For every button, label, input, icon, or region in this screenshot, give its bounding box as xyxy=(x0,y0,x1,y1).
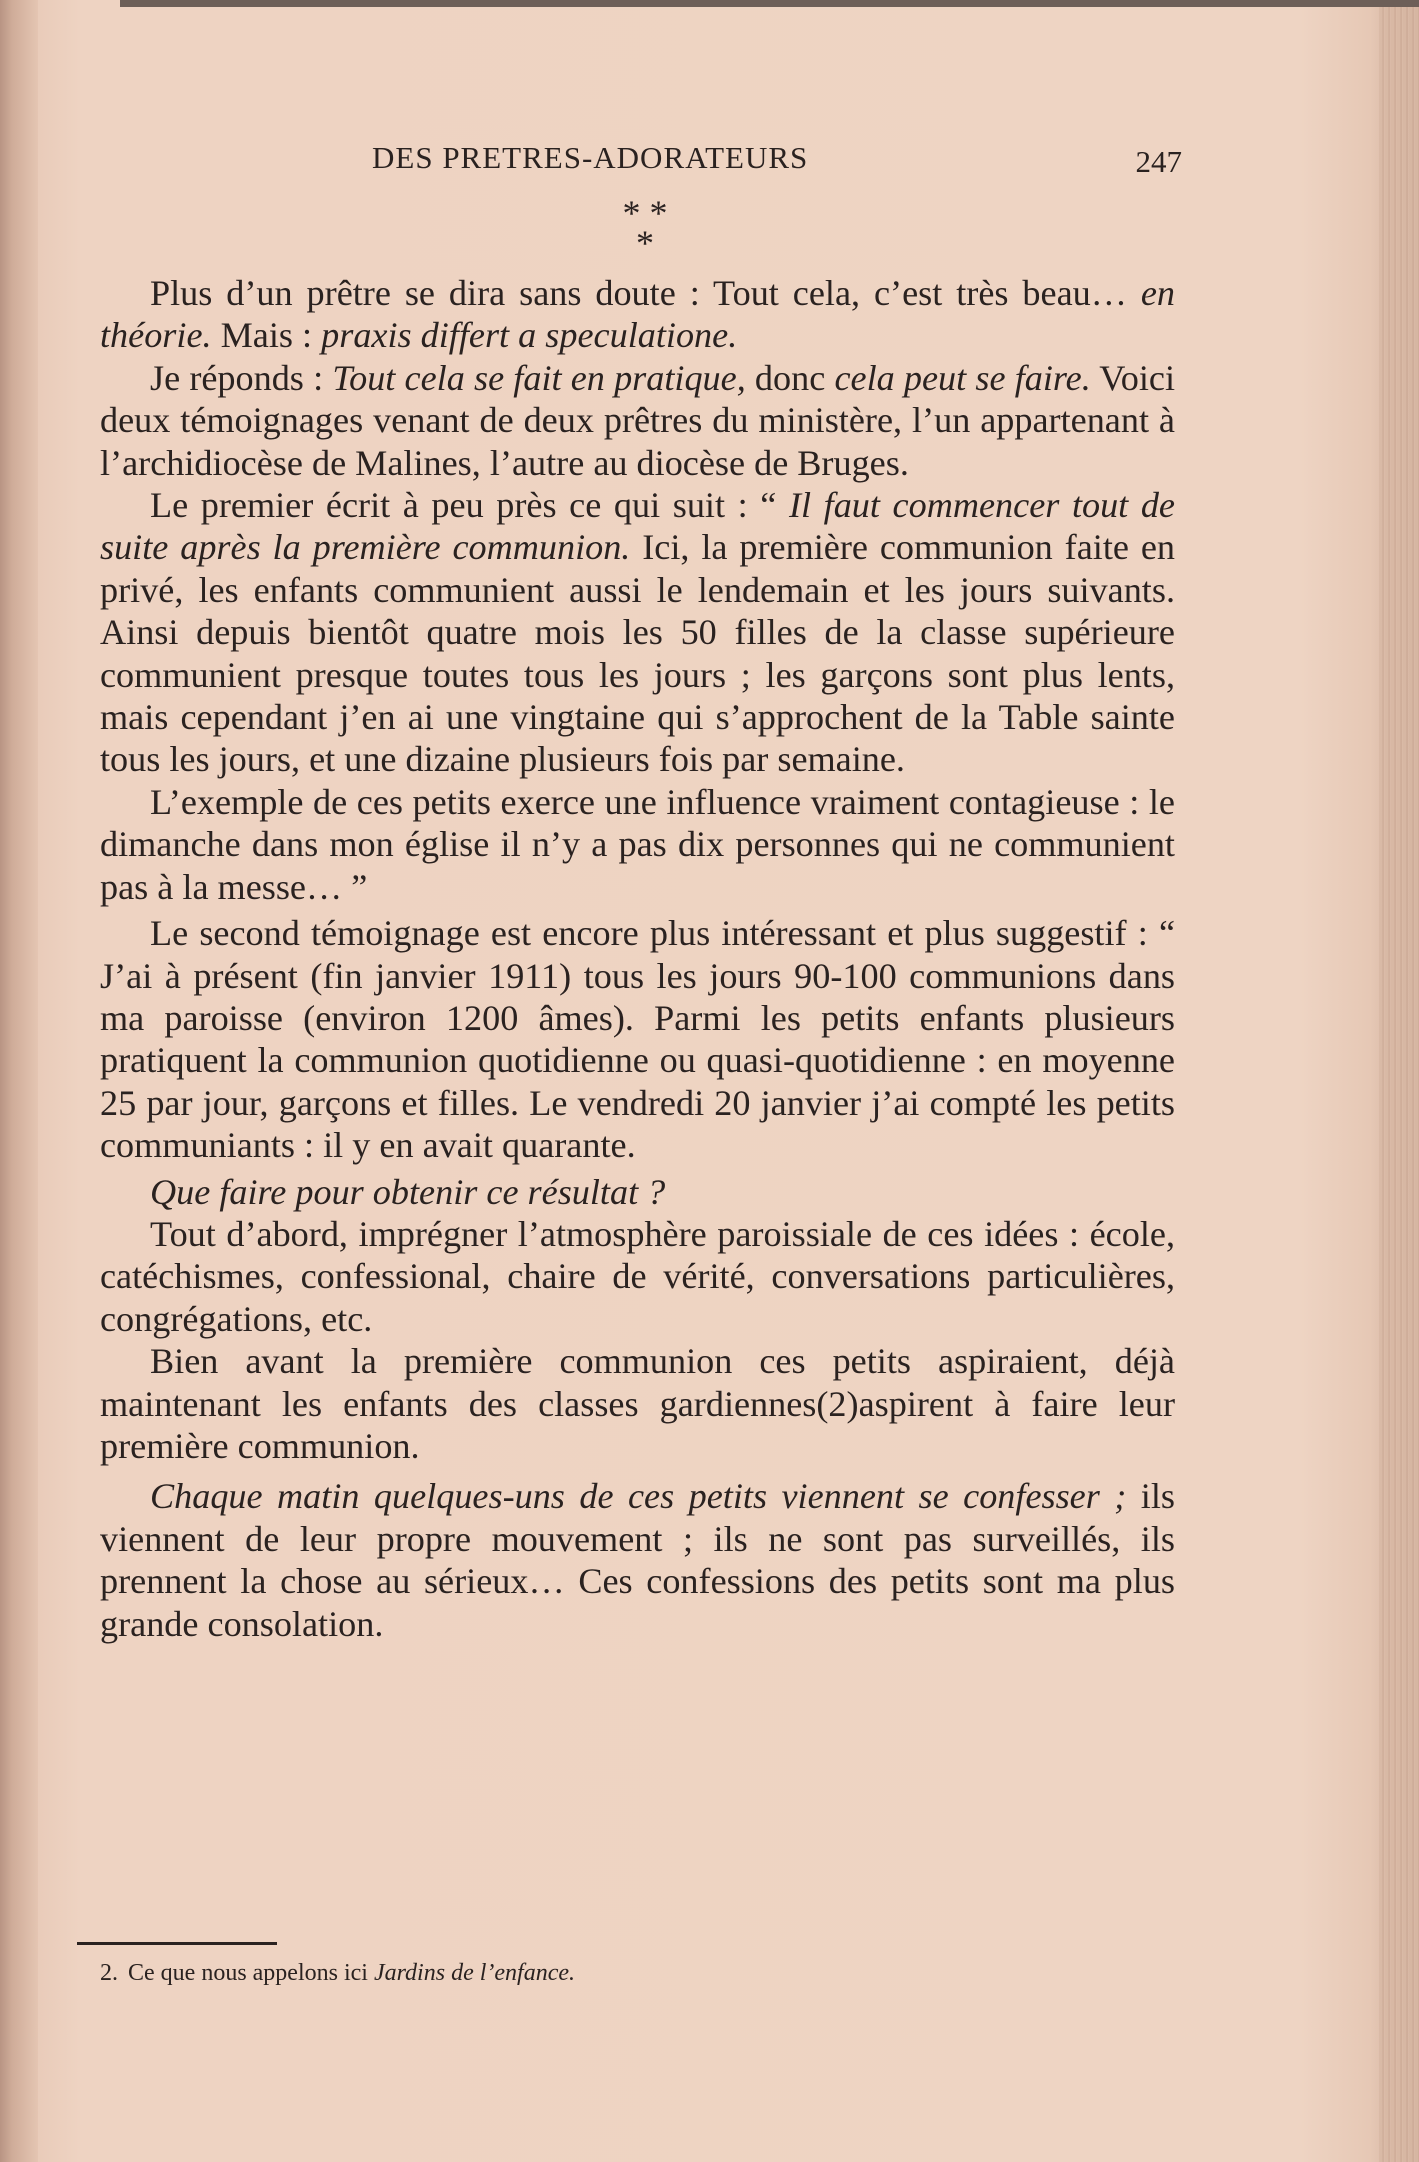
separator-glyph-top: * * xyxy=(622,193,668,233)
p3-text: Le premier écrit à peu près ce qui suit : “ xyxy=(150,485,789,526)
p9-text-rest: ils viennent de leur propre mouvement ; ils ne sont pas surveillés, ils prennent la chose au sérieux… Ces confessions des petits sont ma plus grande consolation. xyxy=(100,1476,1175,1644)
paragraph-4: L’exemple de ces petits exerce une influence vraiment contagieuse : le dimanche dans mon église il n’y a pas dix personnes qui ne communient pas à la messe… ” xyxy=(100,781,1175,907)
p2-text-donc: donc xyxy=(745,357,835,398)
paragraph-5: Le second témoignage est encore plus intéressant et plus suggestif : “ J’ai à présent (fin janvier 1911) tous les jours 90-100 communions dans ma paroisse (environ 1200 âmes). Parmi les petits enfants plusieurs pratiquent la communion quotidienne ou quasi-quotidienne : en moyenne 25 par jour, garçons et filles. Le vendredi 20 janvier j’ai compté les petits communiants : il y en avait quarante. xyxy=(100,913,1175,1166)
p9-italic: Chaque matin quelques-uns de ces petits viennent se confesser ; xyxy=(150,1476,1127,1517)
page-number: 247 xyxy=(1135,144,1182,179)
page-header xyxy=(372,140,1182,185)
page-stack-edge xyxy=(1379,0,1419,2162)
paragraph-8: Bien avant la première communion ces petits aspiraient, déjà maintenant les enfants des classes gardiennes(2)aspirent à faire leur première communion. xyxy=(100,1341,1175,1466)
top-edge-band xyxy=(120,0,1419,7)
running-head: DES PRETRES-ADORATEURS xyxy=(372,140,809,175)
paragraph-6-question: Que faire pour obtenir ce résultat ? xyxy=(150,1171,666,1212)
p1-italic-theory: en théorie. xyxy=(100,273,1175,356)
p1-latin-quote: praxis differt a speculatione. xyxy=(321,315,738,356)
paragraph-1 xyxy=(100,272,1175,357)
footnote-number: 2. xyxy=(100,1960,118,1986)
paragraph-3 xyxy=(100,484,1175,781)
p1-text: Plus d’un prêtre se dira sans doute : Tout cela, c’est très beau… xyxy=(150,273,1141,313)
body-text xyxy=(100,272,1175,1645)
footnote-italic: Jardins de l’enfance. xyxy=(373,1960,575,1986)
p2-text-rest: Voici deux témoignages venant de deux prêtres du ministère, l’un appartenant à l’archidiocèse de Malines, l’autre au diocèse de Bruges. xyxy=(100,357,1176,483)
p2-text: Je réponds : xyxy=(150,357,333,398)
paragraph-2 xyxy=(100,357,1175,484)
separator-glyph-bottom: * xyxy=(636,223,654,263)
footnote-rule xyxy=(77,1942,277,1945)
p2-italic-b: cela peut se faire. xyxy=(834,357,1091,398)
p3-italic: Il faut commencer tout de suite après la première communion. xyxy=(100,485,1175,568)
page-binding-edge xyxy=(0,0,38,2162)
p1-text-mais: Mais : xyxy=(211,315,322,356)
footnote xyxy=(100,1960,1100,1987)
section-separator xyxy=(610,193,680,263)
p3-text-rest: Ici, la première communion faite en privé, les enfants communient aussi le lendemain et les jours suivants. Ainsi depuis bientôt quatre mois les 50 filles de la classe supérieure communient presque toutes tous les jours ; les garçons sont plus lents, mais cependant j’en ai une vingtaine qui s’approchent de la Table sainte tous les jours, et une dizaine plusieurs fois par semaine. xyxy=(100,527,1175,780)
footnote-text: Ce que nous appelons ici xyxy=(128,1960,374,1986)
paragraph-9 xyxy=(100,1475,1175,1645)
p2-italic-a: Tout cela se fait en pratique, xyxy=(332,357,746,398)
paragraph-7: Tout d’abord, imprégner l’atmosphère paroissiale de ces idées : école, catéchismes, confessional, chaire de vérité, conversations particulières, congrégations, etc. xyxy=(100,1213,1175,1339)
